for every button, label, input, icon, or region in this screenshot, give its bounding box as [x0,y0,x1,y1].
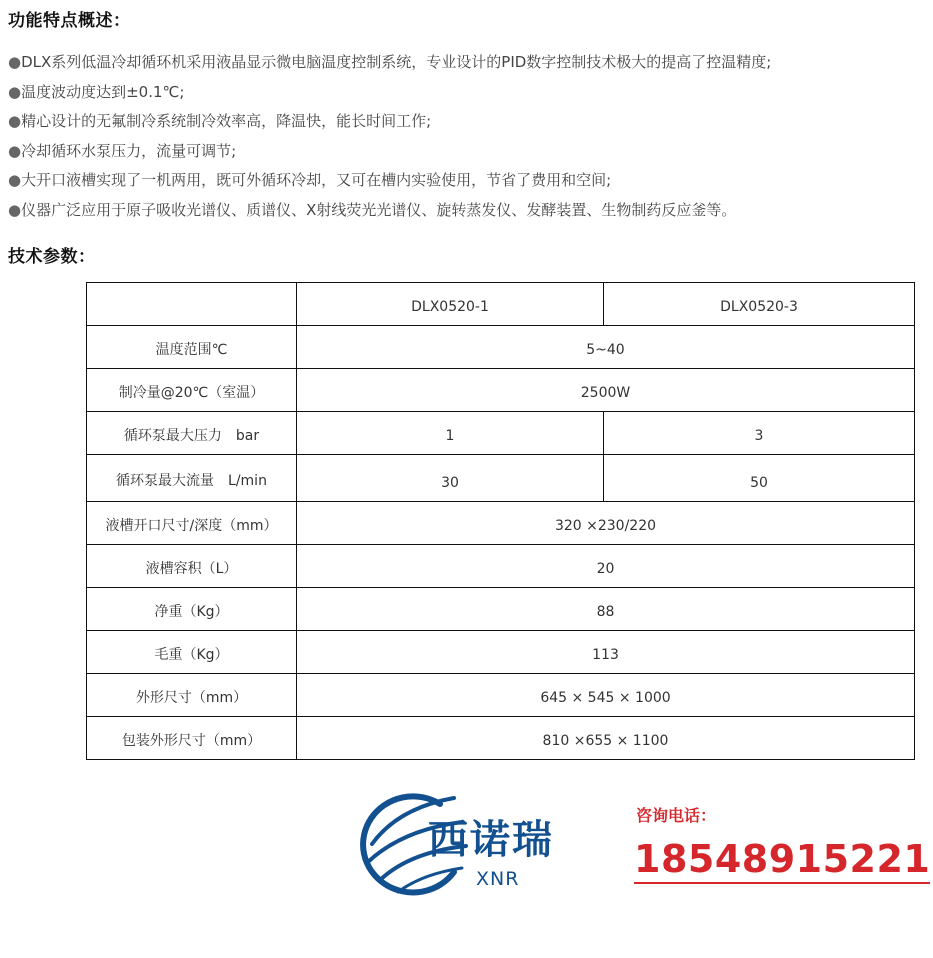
row-value: 20 [297,545,915,588]
bullet-icon: ● [8,171,22,189]
bullet-icon: ● [8,141,22,160]
table-row [87,502,915,545]
logo-name-en: XNR [476,868,520,890]
bullet-icon: ● [8,200,22,219]
row-value: 320 ×230/220 [297,502,915,545]
row-value: 2500W [297,369,915,412]
table-row [87,674,915,717]
bullet-icon: ● [8,112,22,130]
feature-item: ●大开口液槽实现了一机两用，既可外循环冷却，又可在槽内实验使用，节省了费用和空间; [8,171,612,189]
table-row [87,326,915,369]
logo-name-cn: 西诺瑞 [428,817,554,863]
brand-logo [358,788,588,898]
row-value: 645 × 545 × 1000 [297,674,915,717]
features-heading: 功能特点概述： [8,11,131,31]
table-header-model-1: DLX0520-1 [297,283,604,326]
table-row [87,412,915,455]
table-row [87,369,915,412]
row-label: 包装外形尺寸（mm） [87,717,297,760]
feature-item: ●仪器广泛应用于原子吸收光谱仪、质谱仪、X射线荧光光谱仪、旋转蒸发仪、发酵装置、生物制药反应釜等。 [8,200,737,219]
row-label: 液槽容积（L） [87,545,297,588]
table-row [87,717,915,760]
table-row [87,545,915,588]
row-value: 88 [297,588,915,631]
feature-item: ●温度波动度达到±0.1℃; [8,82,185,101]
table-header-model-3: DLX0520-3 [604,283,915,326]
feature-item: ●DLX系列低温冷却循环机采用液晶显示微电脑温度控制系统，专业设计的PID数字控制技术极大的提高了控温精度; [8,53,772,71]
contact-label: 咨询电话： [636,806,717,825]
table-header-row [87,283,915,326]
row-value: 5~40 [297,326,915,369]
row-value-model-1: 1 [297,412,604,455]
table-row [87,631,915,674]
specs-heading: 技术参数： [8,247,96,267]
row-value: 810 ×655 × 1100 [297,717,915,760]
feature-item: ●精心设计的无氟制冷系统制冷效率高，降温快，能长时间工作; [8,112,432,130]
row-label: 净重（Kg） [87,588,297,631]
bullet-icon: ● [8,53,22,71]
table-header-cell [87,283,297,326]
spec-table [86,282,915,760]
table-row [87,588,915,631]
row-label: 液槽开口尺寸/深度（mm） [87,502,297,545]
bullet-icon: ● [8,82,22,101]
row-label: 温度范围℃ [87,326,297,369]
row-label: 制冷量@20℃（室温） [87,369,297,412]
row-value: 113 [297,631,915,674]
contact-phone: 18548915221 [634,836,930,884]
row-label: 外形尺寸（mm） [87,674,297,717]
row-value-model-3: 3 [604,412,915,455]
row-label: 循环泵最大压力 bar [87,412,297,455]
features-list [8,48,923,225]
row-label: 毛重（Kg） [87,631,297,674]
row-label: 循环泵最大流量 L/min [87,455,297,502]
row-value-model-3: 50 [604,455,915,502]
feature-item: ●冷却循环水泵压力，流量可调节; [8,141,237,160]
table-row [87,455,915,502]
row-value-model-1: 30 [297,455,604,502]
